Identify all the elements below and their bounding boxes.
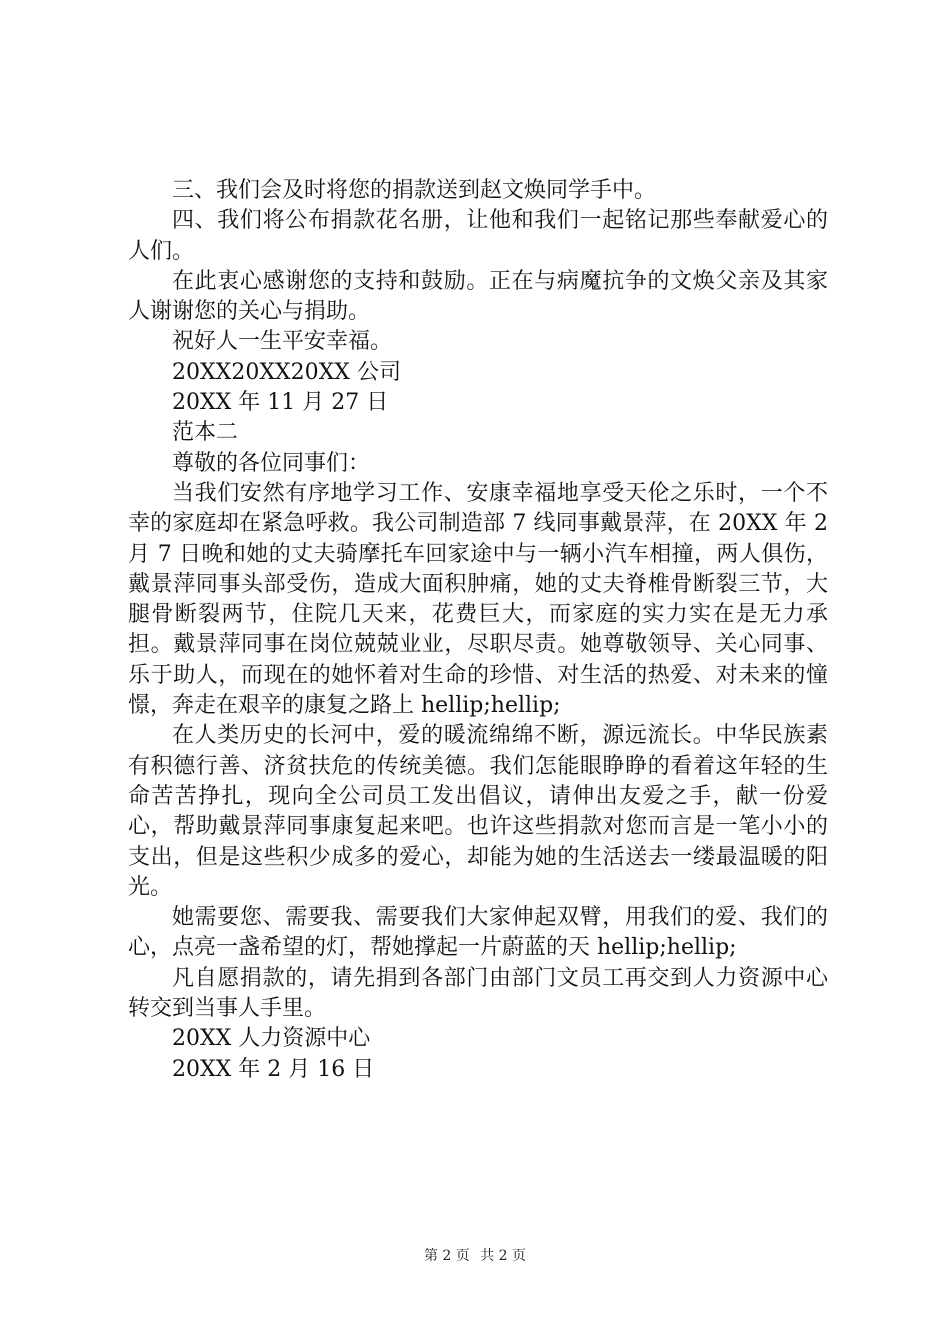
paragraph-instructions: 凡自愿捐款的，请先捐到各部门由部门文员工再交到人力资源中心转交到当事人手里。: [128, 965, 828, 1022]
signature-date-2: 20XX 年 2 月 16 日: [172, 1056, 375, 1082]
section-title: 范本二: [172, 420, 239, 446]
paragraph-appeal: 在人类历史的长河中，爱的暖流绵绵不断，源远流长。中华民族素有积德行善、济贫扶危的传统美德。我们怎能眼睁睁的看着这年轻的生命苦苦挣扎，现向全公司员工发出倡议，请伸出友爱之手，献一份爱心，帮助戴景萍同事康复起来吧。也许这些捐款对您而言是一笔小小的支出，但是这些积少成多的爱心，却能为她的生活送去一缕最温暖的阳光。: [128, 723, 828, 900]
signature-department: 20XX 人力资源中心: [172, 1026, 371, 1052]
page-number: 第 2 页: [423, 1248, 470, 1264]
page-footer: [0, 1245, 950, 1265]
page-total: 共 2 页: [480, 1248, 527, 1264]
paragraph-item-4: 四、我们将公布捐款花名册，让他和我们一起铭记那些奉献爱心的人们。: [128, 208, 828, 264]
paragraph-situation: 当我们安然有序地学习工作、安康幸福地享受天伦之乐时，一个不幸的家庭却在紧急呼救。我公司制造部 7 线同事戴景萍，在 20XX 年 2 月 7 日晚和她的丈夫骑摩托车回家途中与一辆小汽车相撞，两人俱伤，戴景萍同事头部受伤，造成大面积肿痛，她的丈夫脊椎骨断裂三节，大腿骨断裂两节，住院几天来，花费巨大，而家庭的实力实在是无力承担。戴景萍同事在岗位兢兢业业，尽职尽责。她尊敬领导、关心同事、乐于助人，而现在的她怀着对生命的珍惜、对生活的热爱、对未来的憧憬，奔走在艰辛的康复之路上 hellip;hellip;: [128, 480, 828, 719]
signature-date: 20XX 年 11 月 27 日: [172, 390, 389, 416]
document-body: [128, 176, 828, 1085]
paragraph-blessing: 祝好人一生平安幸福。: [172, 329, 393, 355]
paragraph-item-3: 三、我们会及时将您的捐款送到赵文焕同学手中。: [172, 178, 657, 203]
paragraph-thanks: 在此衷心感谢您的支持和鼓励。正在与病魔抗争的文焕父亲及其家人谢谢您的关心与捐助。: [128, 268, 828, 325]
signature-company: 20XX20XX20XX 公司: [172, 359, 401, 385]
salutation: 尊敬的各位同事们：: [172, 450, 371, 476]
paragraph-need: 她需要您、需要我、需要我们大家伸起双臂，用我们的爱、我们的心，点亮一盏希望的灯，帮她撑起一片蔚蓝的天 hellip;hellip;: [128, 905, 828, 961]
